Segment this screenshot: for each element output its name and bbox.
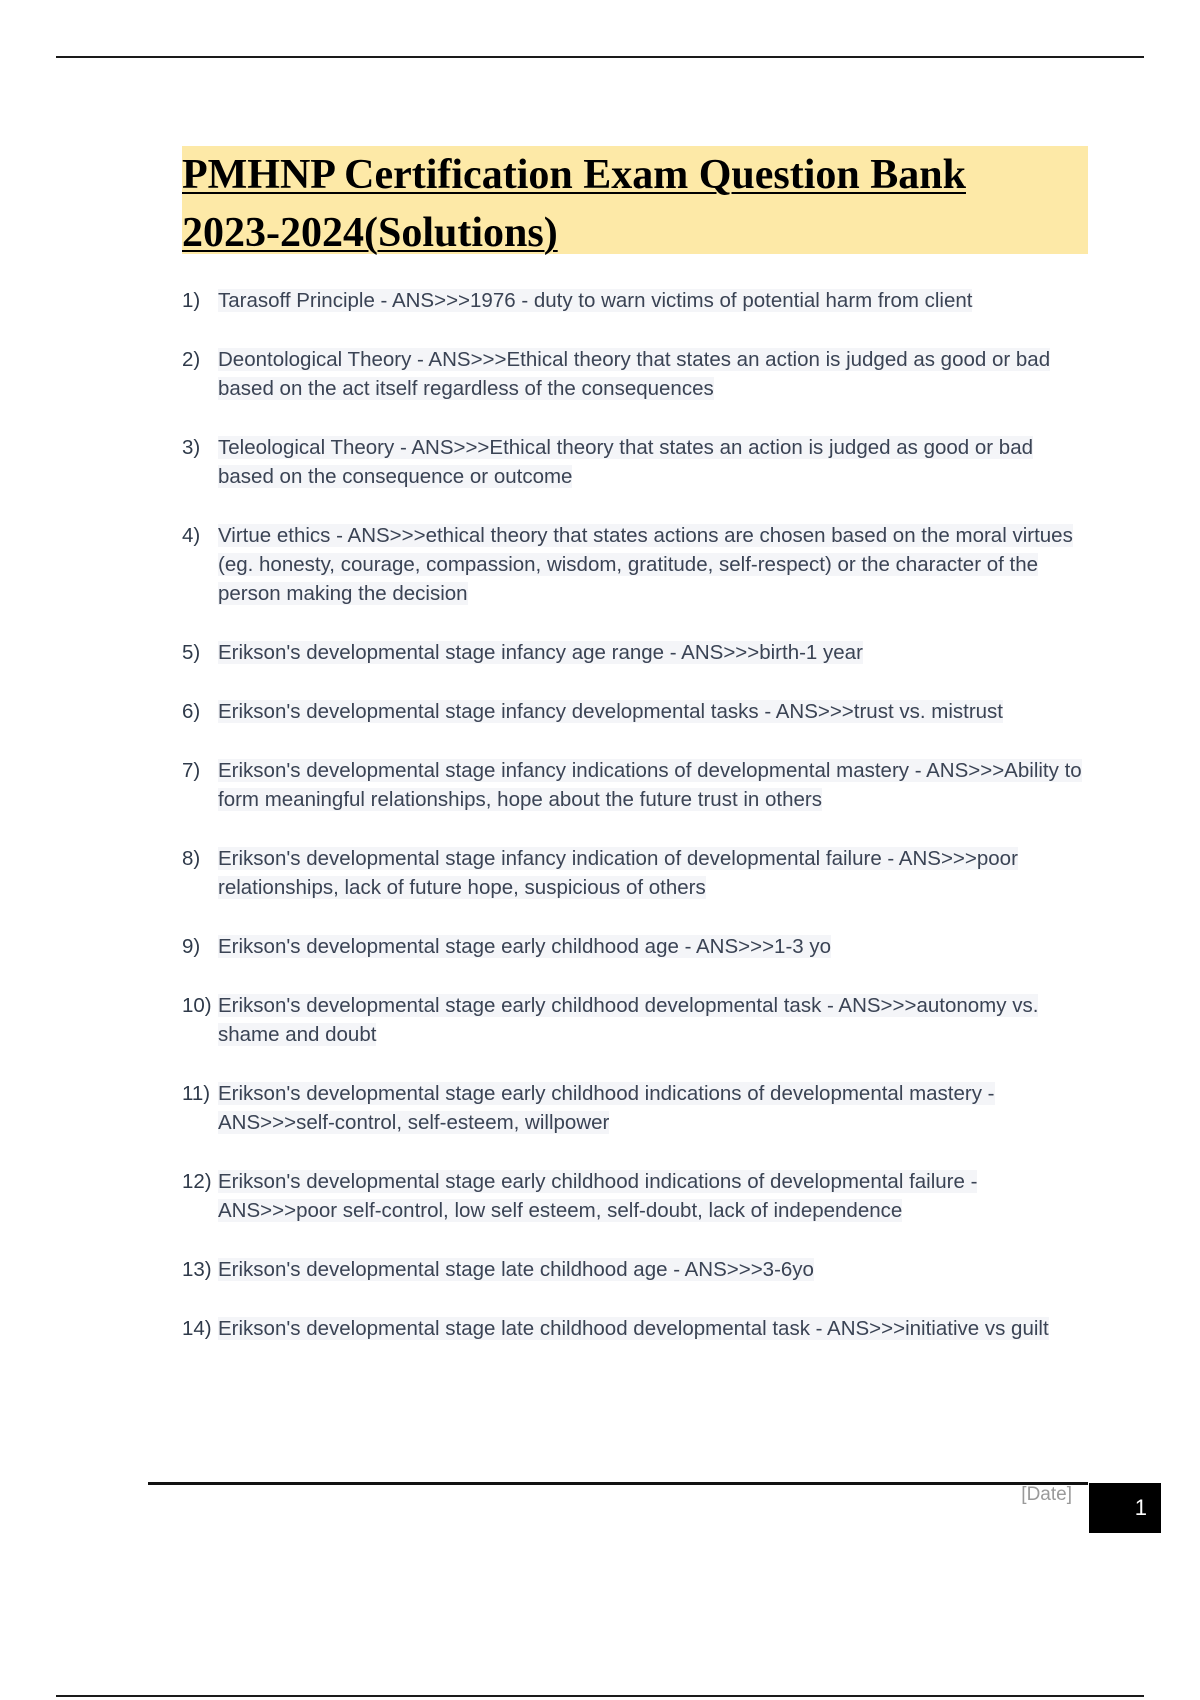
list-item (182, 521, 1088, 608)
list-item (182, 433, 1088, 491)
item-number: 5) (182, 641, 201, 664)
footer-rule (148, 1482, 1088, 1485)
list-item (182, 638, 1088, 667)
list-item (182, 932, 1088, 961)
item-text: Erikson's developmental stage infancy indication of developmental failure - ANS>>>poor relationships, lack of future hope, suspicious of others (218, 847, 1018, 899)
item-number: 2) (182, 348, 201, 371)
item-number: 8) (182, 847, 201, 870)
item-number: 3) (182, 436, 201, 459)
page-title-line-1: PMHNP Certification Exam Question Bank (182, 152, 966, 198)
item-text: Erikson's developmental stage early childhood age - ANS>>>1-3 yo (218, 935, 832, 958)
list-item (182, 991, 1088, 1049)
item-text: Erikson's developmental stage early childhood indications of developmental mastery - ANS>>>self-control, self-esteem, willpower (218, 1082, 995, 1134)
item-text: Erikson's developmental stage late childhood age - ANS>>>3-6yo (218, 1258, 814, 1281)
page-number-box (1089, 1483, 1161, 1533)
item-number: 14) (182, 1317, 212, 1340)
item-text: Erikson's developmental stage late childhood developmental task - ANS>>>initiative vs guilt (218, 1317, 1049, 1340)
item-text: Erikson's developmental stage infancy developmental tasks - ANS>>>trust vs. mistrust (218, 700, 1003, 723)
item-number: 7) (182, 759, 201, 782)
footer-date: [Date] (1021, 1484, 1072, 1505)
list-item (182, 286, 1088, 315)
list-item (182, 756, 1088, 814)
list-item (182, 697, 1088, 726)
item-number: 12) (182, 1170, 212, 1193)
item-text: Erikson's developmental stage infancy age range - ANS>>>birth-1 year (218, 641, 863, 664)
list-item (182, 1314, 1088, 1343)
question-list (182, 286, 1088, 1373)
title-block (182, 146, 1088, 254)
list-item (182, 844, 1088, 902)
list-item (182, 1255, 1088, 1284)
item-number: 11) (182, 1082, 211, 1105)
item-text: Tarasoff Principle - ANS>>>1976 - duty to warn victims of potential harm from client (218, 289, 973, 312)
page-title-line-2: 2023-2024(Solutions) (182, 210, 558, 256)
item-text: Virtue ethics - ANS>>>ethical theory that states actions are chosen based on the moral virtues (eg. honesty, courage, compassion, wisdom, gratitude, self-respect) or the character of the person making the decision (218, 524, 1073, 605)
item-number: 4) (182, 524, 201, 547)
item-text: Erikson's developmental stage infancy indications of developmental mastery - ANS>>>Ability to form meaningful relationships, hope about the future trust in others (218, 759, 1082, 811)
list-item (182, 345, 1088, 403)
item-number: 10) (182, 994, 212, 1017)
item-text: Erikson's developmental stage early childhood indications of developmental failure - ANS>>>poor self-control, low self esteem, self-doubt, lack of independence (218, 1170, 978, 1222)
list-item (182, 1167, 1088, 1225)
item-text: Teleological Theory - ANS>>>Ethical theory that states an action is judged as good or bad based on the consequence or outcome (218, 436, 1034, 488)
page-number: 1 (1134, 1495, 1147, 1520)
top-rule (56, 56, 1144, 58)
item-number: 1) (182, 289, 201, 312)
item-number: 9) (182, 935, 201, 958)
item-text: Deontological Theory - ANS>>>Ethical theory that states an action is judged as good or bad based on the act itself regardless of the consequences (218, 348, 1051, 400)
list-item (182, 1079, 1088, 1137)
bottom-page-rule (56, 1695, 1144, 1697)
item-text: Erikson's developmental stage early childhood developmental task - ANS>>>autonomy vs. shame and doubt (218, 994, 1039, 1046)
item-number: 6) (182, 700, 201, 723)
item-number: 13) (182, 1258, 212, 1281)
